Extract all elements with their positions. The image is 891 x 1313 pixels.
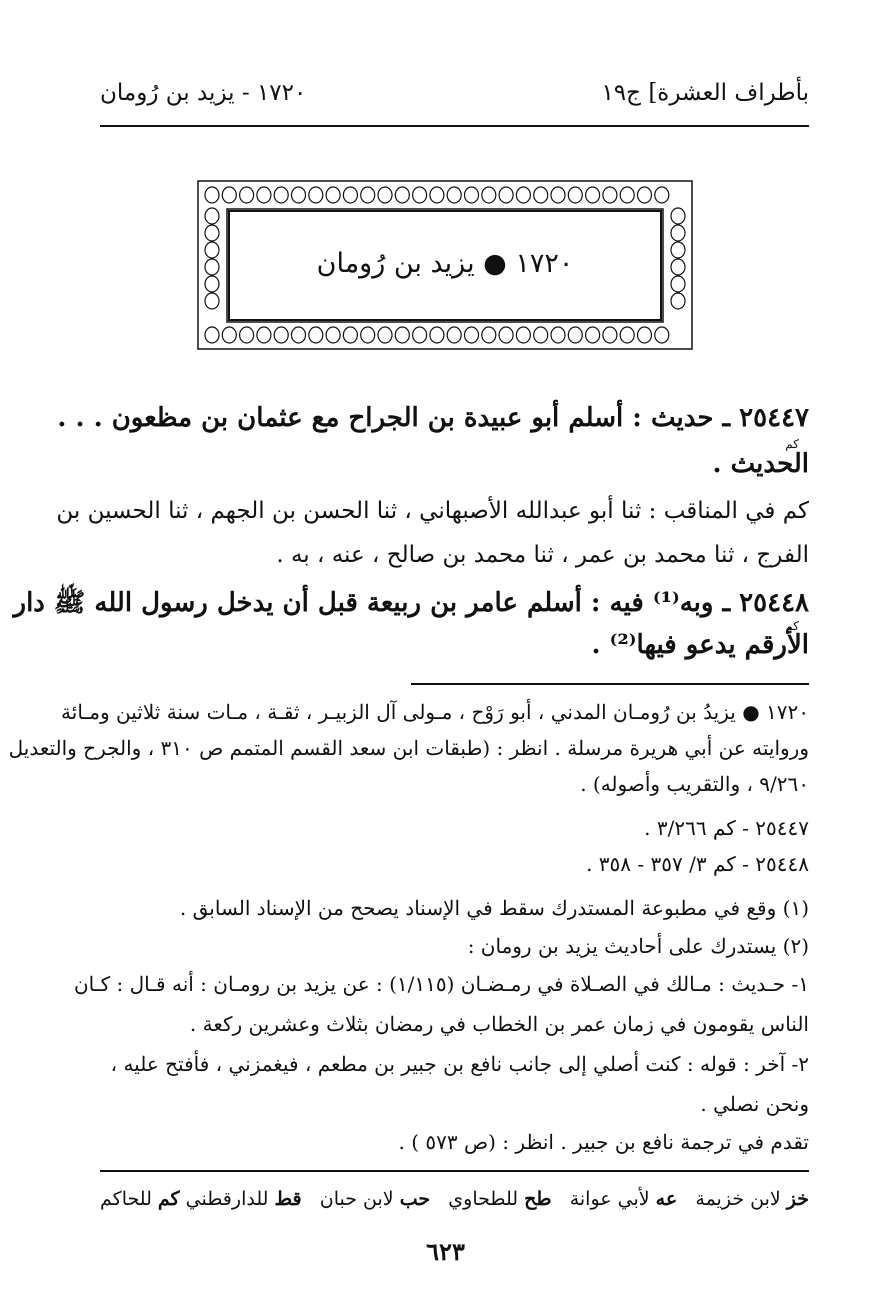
ornament-loop bbox=[516, 327, 530, 343]
abbrev-item: خز لابن خزيمة bbox=[695, 1188, 809, 1210]
ornament-loop bbox=[343, 187, 357, 203]
ornament-loop bbox=[551, 187, 565, 203]
ornament-loop bbox=[361, 187, 375, 203]
ornament-loop bbox=[205, 208, 219, 224]
footnote-rule bbox=[411, 683, 809, 685]
hadith-entry-25448-line2: الأرقم يدعو فيها⁽²⁾ . bbox=[591, 630, 809, 660]
ornament-loop bbox=[274, 327, 288, 343]
footnote-line: وروايته عن أبي هريرة مرسلة . انظر : (طبقات ابن سعد القسم المتمم ص ٣١٠ ، والجرح والتعديل bbox=[8, 736, 809, 760]
abbrev-item: حب لابن حبان bbox=[319, 1188, 431, 1210]
ornament-loop bbox=[205, 225, 219, 241]
ornament-loop bbox=[205, 276, 219, 292]
ornament-loop bbox=[620, 327, 634, 343]
footnote-line: ١٧٢٠ ● يزيدُ بن رُومـان المدني ، أبو رَوْح ، مـولى آل الزبيـر ، ثقـة ، مـات سنة ثلاثين ومـائة bbox=[61, 700, 809, 724]
footnote-line: ونحن نصلي . bbox=[700, 1092, 809, 1116]
ornament-loop bbox=[465, 187, 479, 203]
ornament-loop bbox=[361, 327, 375, 343]
source-line-1: كم في المناقب : ثنا أبو عبدالله الأصبهاني ، ثنا الحسن بن الجهم ، ثنا الحسين بن bbox=[56, 498, 809, 524]
ornament-loop bbox=[326, 327, 340, 343]
ornament-loop bbox=[671, 259, 685, 275]
ornament-loop bbox=[205, 259, 219, 275]
ornament-loop bbox=[413, 187, 427, 203]
ornament-loop bbox=[551, 327, 565, 343]
hadith-entry-25447-line1: ٢٥٤٤٧ ـ حديث : أسلم أبو عبيدة بن الجراح مع عثمان بن مظعون . . . bbox=[57, 403, 809, 433]
ornament-loop bbox=[586, 187, 600, 203]
ornament-loop bbox=[447, 187, 461, 203]
ornament-loop bbox=[603, 187, 617, 203]
section-title: ١٧٢٠ ● يزيد بن رُومان bbox=[316, 248, 574, 279]
ornament-loop bbox=[240, 187, 254, 203]
ornament-loop bbox=[378, 327, 392, 343]
ornament-loop bbox=[655, 327, 669, 343]
ornament-loop bbox=[292, 327, 306, 343]
source-mark: كم bbox=[785, 619, 799, 633]
footnote-line: (١) وقع في مطبوعة المستدرك سقط في الإسناد يصحح من الإسناد السابق . bbox=[179, 896, 809, 920]
ornament-loop bbox=[638, 327, 652, 343]
ornament-loop bbox=[671, 208, 685, 224]
ornament-loop bbox=[671, 293, 685, 309]
ornament-loop bbox=[499, 327, 513, 343]
ornament-loop bbox=[499, 187, 513, 203]
footnote-line: ٩/٢٦٠ ، والتقريب وأصوله) . bbox=[580, 772, 809, 796]
ornament-loop bbox=[534, 187, 548, 203]
footnote-line: الناس يقومون في زمان عمر بن الخطاب في رمضان بثلاث وعشرين ركعة . bbox=[189, 1012, 809, 1036]
source-mark: كم bbox=[785, 437, 799, 451]
footnote-line: تقدم في ترجمة نافع بن جبير . انظر : (ص ٥٧٣ ) . bbox=[398, 1130, 809, 1154]
footnote-line: ٢٥٤٤٧ - كم ٣/٢٦٦ . bbox=[644, 816, 809, 840]
footnote-line: ٢- آخر : قوله : كنت أصلي إلى جانب نافع بن جبير بن مطعم ، فيغمزني ، فأفتح عليه ، bbox=[110, 1052, 809, 1076]
ornament-loop bbox=[620, 187, 634, 203]
ornament-loop bbox=[465, 327, 479, 343]
ornament-loop bbox=[655, 187, 669, 203]
ornament-loop bbox=[222, 187, 236, 203]
ornament-loop bbox=[430, 187, 444, 203]
ornament-loop bbox=[395, 187, 409, 203]
ornament-loop bbox=[482, 187, 496, 203]
ornament-loop bbox=[638, 187, 652, 203]
page-number: ٦٢٣ bbox=[426, 1237, 465, 1266]
ornament-loop bbox=[309, 327, 323, 343]
ornament-loop bbox=[568, 327, 582, 343]
ornament-loop bbox=[274, 187, 288, 203]
abbreviation-legend bbox=[100, 1188, 809, 1210]
ornament-loop bbox=[671, 276, 685, 292]
footnote-line: (٢) يستدرك على أحاديث يزيد بن رومان : bbox=[467, 934, 809, 958]
abbreviation-rule bbox=[100, 1170, 809, 1172]
source-line-2: الفرج ، ثنا محمد بن عمر ، ثنا محمد بن صالح ، عنه ، به . bbox=[276, 542, 809, 568]
ornament-loop bbox=[603, 327, 617, 343]
ornament-loop bbox=[205, 293, 219, 309]
footnote-line: ١- حـديث : مـالك في الصـلاة في رمـضـان (١/١١٥) : عن يزيد بن رومـان : أنه قـال : كـان bbox=[73, 972, 809, 996]
ornament-loop bbox=[534, 327, 548, 343]
ornament-loop bbox=[413, 327, 427, 343]
ornament-loop bbox=[395, 327, 409, 343]
ornament-loop bbox=[671, 225, 685, 241]
ornament-loop bbox=[205, 242, 219, 258]
ornament-loop bbox=[586, 327, 600, 343]
ornament-loop bbox=[447, 327, 461, 343]
ornament-loop bbox=[240, 327, 254, 343]
footnote-line: ٢٥٤٤٨ - كم ٣/ ٣٥٧ - ٣٥٨ . bbox=[586, 852, 809, 876]
abbrev-item: طح للطحاوي bbox=[448, 1188, 552, 1210]
ornament-loop bbox=[343, 327, 357, 343]
ornament-loop bbox=[326, 187, 340, 203]
ornament-loop bbox=[257, 327, 271, 343]
hadith-entry-25448-line1: ٢٥٤٤٨ ـ وبه⁽¹⁾ فيه : أسلم عامر بن ربيعة قبل أن يدخل رسول الله ﷺ دار bbox=[13, 588, 809, 618]
ornament-loop bbox=[292, 187, 306, 203]
running-header-volume: بأطراف العشرة] ج١٩ bbox=[601, 80, 809, 106]
ornament-loop bbox=[205, 327, 219, 343]
ornament-loop bbox=[205, 187, 219, 203]
ornament-loop bbox=[430, 327, 444, 343]
ornament-loop bbox=[309, 187, 323, 203]
ornament-loop bbox=[671, 242, 685, 258]
ornament-loop bbox=[516, 187, 530, 203]
ornament-loop bbox=[568, 187, 582, 203]
ornament-loop bbox=[482, 327, 496, 343]
ornament-loop bbox=[378, 187, 392, 203]
abbrev-item: قط للدارقطني كم للحاكم bbox=[100, 1188, 302, 1210]
abbrev-item: عه لأبي عوانة bbox=[569, 1188, 678, 1210]
header-rule bbox=[100, 125, 809, 127]
hadith-entry-25447-line2: الحديث . bbox=[712, 449, 809, 479]
ornament-loop bbox=[257, 187, 271, 203]
ornament-loop bbox=[222, 327, 236, 343]
running-header-section: ١٧٢٠ - يزيد بن رُومان bbox=[100, 80, 307, 106]
